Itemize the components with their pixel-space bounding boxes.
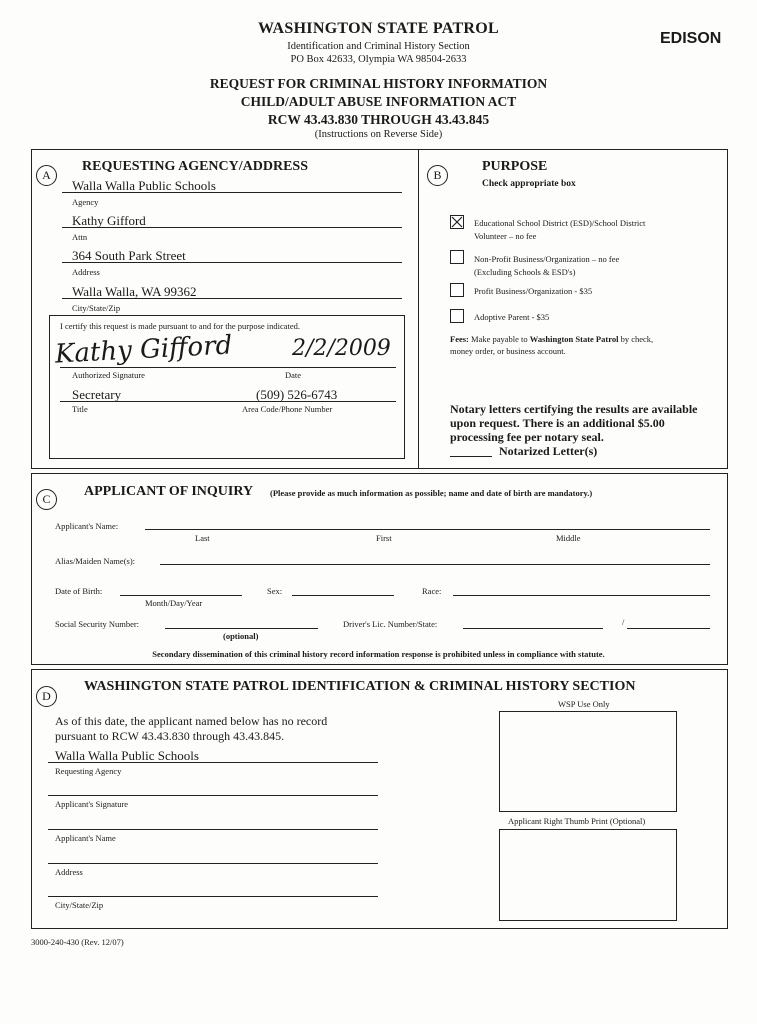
fees-text: [450, 334, 720, 344]
name-first-label: First: [376, 533, 392, 543]
fees-text-2: by check,: [620, 334, 654, 344]
notary-line-2: upon request. There is an additional $5.00: [450, 416, 665, 430]
section-d-marker: D: [36, 686, 57, 707]
notary-count-line[interactable]: [450, 456, 492, 457]
purpose-option-2-line2: (Excluding Schools & ESD's): [474, 267, 576, 277]
thumb-print-label: Applicant Right Thumb Print (Optional): [508, 816, 646, 826]
sex-label: Sex:: [267, 586, 283, 596]
signature-label: Authorized Signature: [72, 370, 145, 380]
purpose-option-3: Profit Business/Organization - $35: [474, 286, 593, 296]
address-line: [62, 262, 402, 263]
address-label: Address: [72, 267, 100, 277]
purpose-option-1-line1: Educational School District (ESD)/School District: [474, 218, 646, 228]
signature-line: [60, 367, 396, 368]
title-value[interactable]: Secretary: [72, 387, 122, 402]
certification-text: I certify this request is made pursuant to and for the purpose indicated.: [60, 321, 301, 331]
thumb-print-box[interactable]: [499, 829, 677, 921]
agency-line: [62, 192, 402, 193]
section-b-title: PURPOSE: [482, 159, 548, 174]
form-request-title-3: RCW 43.43.830 THROUGH 43.43.845: [267, 112, 490, 127]
purpose-checkbox-nonprofit[interactable]: [450, 250, 464, 264]
statement-line-2: pursuant to RCW 43.43.830 through 43.43.845.: [55, 729, 285, 743]
phone-label: Area Code/Phone Number: [242, 404, 333, 414]
city-d-label: City/State/Zip: [55, 900, 104, 910]
purpose-option-4: Adoptive Parent - $35: [474, 312, 550, 322]
form-instructions-note: (Instructions on Reverse Side): [314, 129, 443, 140]
fees-text-1: Make payable to: [471, 334, 528, 344]
dob-label: Date of Birth:: [55, 586, 103, 596]
applicant-name-d-label: Applicant's Name: [55, 833, 116, 843]
section-a-marker: A: [36, 165, 57, 186]
dob-line[interactable]: [120, 595, 242, 596]
applicant-name-line[interactable]: [145, 529, 710, 530]
race-line[interactable]: [453, 595, 710, 596]
date-label: Date: [285, 370, 302, 380]
purpose-checkbox-profit[interactable]: [450, 283, 464, 297]
alias-label: Alias/Maiden Name(s):: [55, 556, 136, 566]
section-b-subtitle: Check appropriate box: [482, 179, 576, 189]
attn-label: Attn: [72, 232, 88, 242]
applicant-signature-label: Applicant's Signature: [55, 799, 129, 809]
attn-value[interactable]: Kathy Gifford: [72, 213, 146, 228]
edison-stamp: EDISON: [660, 30, 722, 47]
city-line: [62, 298, 402, 299]
date-value[interactable]: 2/2/2009: [292, 336, 391, 361]
statement-line-1: As of this date, the applicant named below has no record: [55, 714, 328, 728]
attn-line: [62, 227, 402, 228]
dissemination-notice: Secondary dissemination of this criminal history record information response is prohibited unless in compliance with statute.: [152, 649, 605, 659]
purpose-option-2-line1: Non-Profit Business/Organization – no fee: [474, 254, 620, 264]
applicant-name-label: Applicant's Name:: [55, 521, 119, 531]
name-last-label: Last: [195, 533, 210, 543]
section-c-title: APPLICANT OF INQUIRY: [84, 484, 254, 499]
driver-license-state-line[interactable]: [627, 628, 710, 629]
section-c-marker: C: [36, 489, 57, 510]
driver-license-number-line[interactable]: [463, 628, 603, 629]
address-d-label: Address: [55, 867, 83, 877]
city-label: City/State/Zip: [72, 303, 121, 313]
ssn-label: Social Security Number:: [55, 619, 140, 629]
alias-line[interactable]: [160, 564, 710, 565]
form-number: 3000-240-430 (Rev. 12/07): [31, 937, 124, 947]
section-b-marker: B: [427, 165, 448, 186]
fees-label: Fees:: [450, 334, 469, 344]
notary-line-4: Notarized Letter(s): [499, 444, 598, 458]
notary-line-3: processing fee per notary seal.: [450, 430, 604, 444]
driver-license-separator: /: [622, 617, 625, 627]
authorized-signature[interactable]: Kathy Gifford: [54, 330, 233, 370]
form-request-title-2: CHILD/ADULT ABUSE INFORMATION ACT: [240, 94, 517, 109]
requesting-agency-line: [48, 762, 378, 763]
fees-text-line2: money order, or business account.: [450, 346, 566, 356]
notary-line-1: Notary letters certifying the results are available: [450, 402, 698, 416]
applicant-signature-line[interactable]: [48, 795, 378, 796]
race-label: Race:: [422, 586, 442, 596]
driver-license-label: Driver's Lic. Number/State:: [343, 619, 438, 629]
purpose-checkbox-esd[interactable]: [450, 215, 464, 229]
fees-payee: Washington State Patrol: [529, 334, 619, 344]
section-a-title: REQUESTING AGENCY/ADDRESS: [82, 159, 308, 174]
title-phone-line: [60, 401, 396, 402]
title-label: Title: [72, 404, 88, 414]
wsp-use-box: [499, 711, 677, 812]
section-c-note: (Please provide as much information as possible; name and date of birth are mandatory.): [270, 488, 593, 498]
form-pobox: PO Box 42633, Olympia WA 98504-2633: [290, 54, 467, 65]
city-value[interactable]: Walla Walla, WA 99362: [72, 284, 197, 299]
address-value[interactable]: 364 South Park Street: [72, 248, 186, 263]
phone-value[interactable]: (509) 526-6743: [256, 387, 338, 402]
sex-line[interactable]: [292, 595, 394, 596]
dob-format-label: Month/Day/Year: [145, 598, 203, 608]
applicant-name-d-line[interactable]: [48, 829, 378, 830]
form-section-name: Identification and Criminal History Section: [287, 41, 470, 52]
agency-label: Agency: [72, 197, 99, 207]
city-d-line[interactable]: [48, 896, 378, 897]
requesting-agency-value[interactable]: Walla Walla Public Schools: [55, 748, 199, 763]
section-d-title: WASHINGTON STATE PATROL IDENTIFICATION & CRIMINAL HISTORY SECTION: [84, 679, 636, 694]
address-d-line[interactable]: [48, 863, 378, 864]
purpose-option-1-line2: Volunteer – no fee: [474, 231, 537, 241]
ssn-line[interactable]: [165, 628, 318, 629]
wsp-use-only-label: WSP Use Only: [558, 699, 610, 709]
purpose-checkbox-adoptive[interactable]: [450, 309, 464, 323]
section-c-box: [31, 473, 728, 665]
form-agency-title: WASHINGTON STATE PATROL: [257, 20, 500, 37]
requesting-agency-label: Requesting Agency: [55, 766, 122, 776]
checkmark-x-icon: [451, 216, 463, 228]
section-ab-divider: [418, 150, 419, 468]
agency-value[interactable]: Walla Walla Public Schools: [72, 178, 216, 193]
ssn-optional-label: (optional): [223, 631, 259, 641]
form-request-title-1: REQUEST FOR CRIMINAL HISTORY INFORMATION: [209, 76, 548, 91]
name-middle-label: Middle: [556, 533, 581, 543]
